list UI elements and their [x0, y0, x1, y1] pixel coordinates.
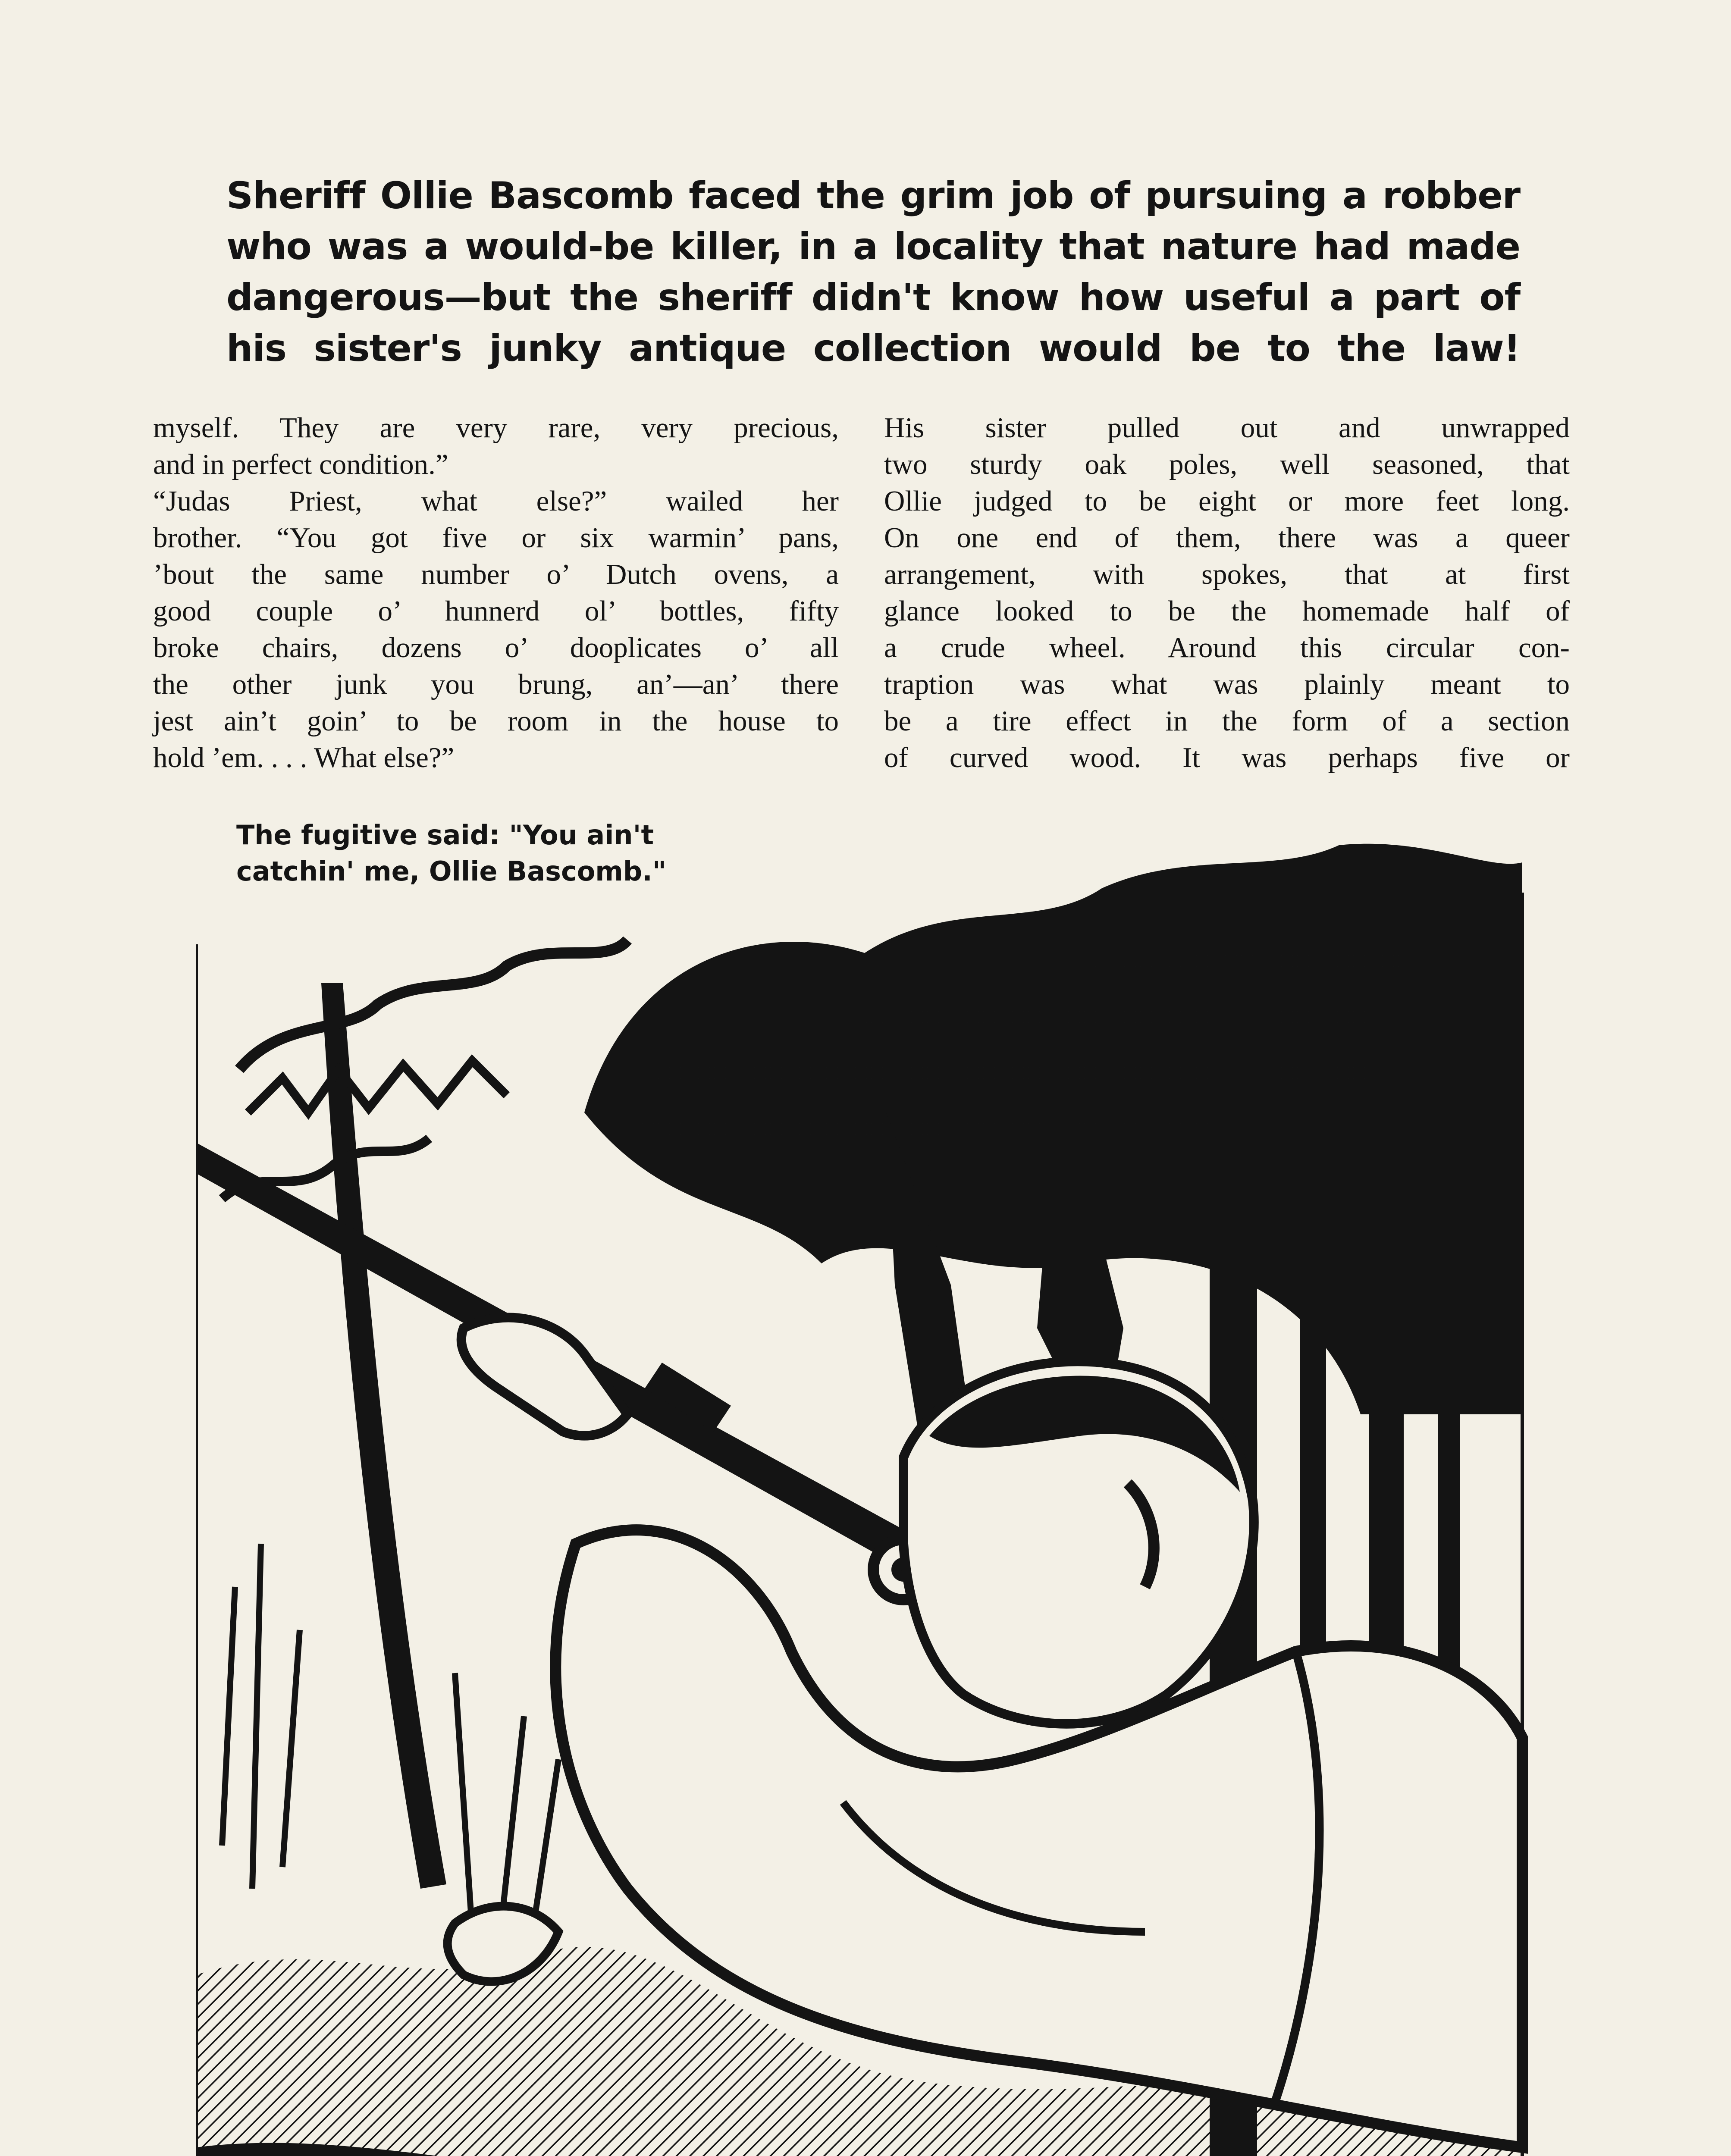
deck-line: his sister's junky antique collection would be to the law!: [226, 327, 1520, 370]
text-line: Ollie judged to be eight or more feet long.: [884, 485, 1570, 517]
illustration-caption: [236, 817, 754, 890]
deck-line: who was a would-be killer, in a locality that nature had made: [226, 225, 1520, 268]
text-line: On one end of them, there was a queer: [884, 522, 1570, 554]
text-line: ’bout the same number o’ Dutch ovens, a: [153, 558, 839, 590]
text-line: the other junk you brung, an’—an’ there: [153, 668, 839, 700]
deck-line: Sheriff Ollie Bascomb faced the grim job of pursuing a robber: [226, 174, 1520, 217]
text-line: arrangement, with spokes, that at first: [884, 558, 1570, 590]
text-line: jest ain’t goin’ to be room in the house to: [153, 705, 839, 737]
text-line: good couple o’ hunnerd ol’ bottles, fifty: [153, 595, 839, 627]
article-deck: [226, 170, 1520, 374]
text-line: a crude wheel. Around this circular con-: [884, 632, 1570, 664]
right-text-column: [884, 410, 1570, 776]
text-line: two sturdy oak poles, well seasoned, that: [884, 448, 1570, 480]
left-text-column: [153, 410, 839, 776]
text-line: His sister pulled out and unwrapped: [884, 412, 1570, 444]
text-line: broke chairs, dozens o’ dooplicates o’ all: [153, 632, 839, 664]
text-line: brother. “You got five or six warmin’ pans,: [153, 522, 839, 554]
text-line: “Judas Priest, what else?” wailed her: [153, 485, 839, 517]
caption-line: The fugitive said: "You ain't: [236, 819, 654, 851]
text-line: traption was what was plainly meant to: [884, 668, 1570, 700]
text-line: and in perfect condition.”: [153, 448, 448, 480]
text-line: myself. They are very rare, very precious,: [153, 412, 839, 444]
text-line: glance looked to be the homemade half of: [884, 595, 1570, 627]
caption-line: catchin' me, Ollie Bascomb.": [236, 856, 667, 887]
text-line: hold ’em. . . . What else?”: [153, 742, 455, 774]
illustration-sheriff-aiming-rifle: [196, 811, 1533, 2156]
deck-line: dangerous—but the sheriff didn't know how useful a part of: [226, 276, 1520, 319]
text-line: of curved wood. It was perhaps five or: [884, 742, 1570, 774]
text-line: be a tire effect in the form of a section: [884, 705, 1570, 737]
